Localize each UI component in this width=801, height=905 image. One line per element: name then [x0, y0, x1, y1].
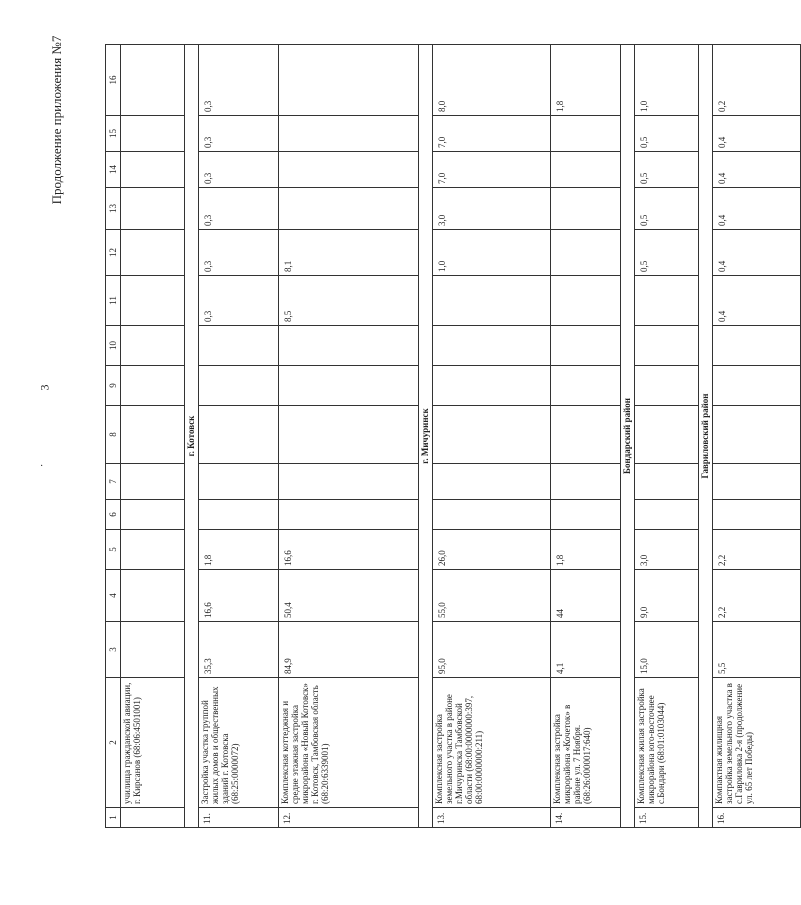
value-cell: 84,9 — [279, 622, 419, 678]
value-cell: 44 — [551, 570, 621, 622]
value-cell — [635, 366, 699, 406]
column-header: 11 — [106, 276, 121, 326]
value-cell: 7,0 — [433, 116, 551, 152]
value-cell: 2,2 — [713, 570, 801, 622]
value-cell: 1,0 — [433, 230, 551, 276]
section-row — [699, 45, 713, 828]
table-header-row — [106, 45, 121, 828]
value-cell — [551, 188, 621, 230]
value-cell: 0,3 — [199, 116, 279, 152]
appendix-caption: Продолжение приложения №7 — [49, 35, 64, 205]
value-cell — [635, 276, 699, 326]
value-cell — [121, 622, 185, 678]
value-cell — [279, 464, 419, 500]
value-cell: 3,0 — [635, 530, 699, 570]
value-cell: 9,0 — [635, 570, 699, 622]
value-cell: 95,0 — [433, 622, 551, 678]
table-row — [199, 45, 279, 828]
value-cell — [121, 152, 185, 188]
value-cell: 16,6 — [279, 530, 419, 570]
value-cell — [635, 500, 699, 530]
table-row — [713, 45, 801, 828]
value-cell — [551, 230, 621, 276]
value-cell — [199, 464, 279, 500]
value-cell — [551, 152, 621, 188]
value-cell — [279, 188, 419, 230]
column-header: 1 — [106, 808, 121, 828]
value-cell: 4,1 — [551, 622, 621, 678]
column-header: 12 — [106, 230, 121, 276]
column-header: 4 — [106, 570, 121, 622]
section-label: г. Мичуринск — [419, 45, 433, 828]
value-cell — [635, 464, 699, 500]
value-cell — [279, 406, 419, 464]
value-cell — [279, 152, 419, 188]
column-header: 7 — [106, 464, 121, 500]
value-cell — [551, 406, 621, 464]
value-cell — [713, 406, 801, 464]
value-cell: 1,8 — [551, 530, 621, 570]
column-header: 15 — [106, 116, 121, 152]
value-cell — [433, 464, 551, 500]
value-cell: 0,4 — [713, 116, 801, 152]
table-row — [279, 45, 419, 828]
table-wrap — [105, 45, 755, 828]
column-header: 9 — [106, 366, 121, 406]
value-cell — [121, 116, 185, 152]
row-number: 15. — [635, 808, 699, 828]
value-cell: 0,3 — [199, 276, 279, 326]
table-row — [433, 45, 551, 828]
section-label: Бондарский район — [621, 45, 635, 828]
section-row — [621, 45, 635, 828]
column-header: 14 — [106, 152, 121, 188]
table-row — [551, 45, 621, 828]
object-name: Комплексная застройка микрорайона «Кочеток» в районе ул. 7 Ноября. (68:26:0000017:640) — [551, 678, 621, 808]
value-cell — [121, 500, 185, 530]
value-cell — [121, 530, 185, 570]
row-number: 16. — [713, 808, 801, 828]
table-row — [121, 45, 185, 828]
section-label: Гавриловский район — [699, 45, 713, 828]
value-cell — [121, 326, 185, 366]
value-cell — [279, 366, 419, 406]
value-cell — [199, 500, 279, 530]
value-cell: 26,0 — [433, 530, 551, 570]
value-cell — [199, 406, 279, 464]
object-name: Комплексная жилая застройка микрорайона юго-восточнее с.Бондари (68:01:0103044) — [635, 678, 699, 808]
value-cell — [121, 276, 185, 326]
value-cell: 8,5 — [279, 276, 419, 326]
value-cell — [713, 326, 801, 366]
value-cell: 0,3 — [199, 230, 279, 276]
value-cell — [551, 366, 621, 406]
row-number — [121, 808, 185, 828]
column-header: 6 — [106, 500, 121, 530]
value-cell: 0,5 — [635, 152, 699, 188]
value-cell — [121, 188, 185, 230]
value-cell — [433, 406, 551, 464]
value-cell — [551, 326, 621, 366]
row-number: 11. — [199, 808, 279, 828]
value-cell — [551, 464, 621, 500]
object-name: Комплексная коттеджная и средне этажная застройка микрорайона «Новый Котовск» г. Котовск, Тамбовская область (68:20:6339001) — [279, 678, 419, 808]
value-cell — [713, 366, 801, 406]
value-cell — [121, 570, 185, 622]
value-cell: 0,4 — [713, 230, 801, 276]
value-cell — [121, 45, 185, 116]
column-header: 13 — [106, 188, 121, 230]
value-cell: 16,6 — [199, 570, 279, 622]
section-row — [185, 45, 199, 828]
column-header: 16 — [106, 45, 121, 116]
value-cell: 0,3 — [199, 45, 279, 116]
value-cell — [713, 500, 801, 530]
data-table — [105, 44, 801, 828]
value-cell: 50,4 — [279, 570, 419, 622]
section-label: г. Котовск — [185, 45, 199, 828]
value-cell — [635, 406, 699, 464]
column-header: 2 — [106, 678, 121, 808]
table-row — [635, 45, 699, 828]
value-cell — [433, 276, 551, 326]
column-header: 5 — [106, 530, 121, 570]
value-cell: 1,0 — [635, 45, 699, 116]
value-cell: 0,2 — [713, 45, 801, 116]
value-cell — [279, 116, 419, 152]
value-cell: 1,8 — [199, 530, 279, 570]
value-cell: 0,3 — [199, 152, 279, 188]
value-cell: 5,5 — [713, 622, 801, 678]
table-body — [106, 45, 801, 828]
row-number: 13. — [433, 808, 551, 828]
value-cell: 0,4 — [713, 276, 801, 326]
value-cell — [551, 500, 621, 530]
value-cell — [121, 406, 185, 464]
object-name: Застройка участка группой жилых домов и общественных зданий г. Котовска (68:25:0000072) — [199, 678, 279, 808]
value-cell: 0,5 — [635, 188, 699, 230]
value-cell — [279, 45, 419, 116]
row-number: 12. — [279, 808, 419, 828]
value-cell: 0,4 — [713, 152, 801, 188]
value-cell: 55,0 — [433, 570, 551, 622]
value-cell: 3,0 — [433, 188, 551, 230]
value-cell — [713, 464, 801, 500]
value-cell — [635, 326, 699, 366]
value-cell: 8,1 — [279, 230, 419, 276]
object-name: училища гражданской авиации, г. Кирсанов (68:06:4501001) — [121, 678, 185, 808]
value-cell — [551, 276, 621, 326]
value-cell — [433, 326, 551, 366]
value-cell: 0,5 — [635, 116, 699, 152]
value-cell — [279, 326, 419, 366]
value-cell: 0,3 — [199, 188, 279, 230]
value-cell: 1,8 — [551, 45, 621, 116]
value-cell — [121, 366, 185, 406]
row-number: 14. — [551, 808, 621, 828]
object-name: Комплексная застройка земельного участка в районе г.Мичуринска Тамбовской области (68:00:0000000:397, 68:00:0000000:211) — [433, 678, 551, 808]
value-cell: 8,0 — [433, 45, 551, 116]
value-cell: 7,0 — [433, 152, 551, 188]
section-row — [419, 45, 433, 828]
object-name: Компактная жилищная застройка земельного участка в с.Гавриловка 2-я (продолжение ул. 65 лет Победы) — [713, 678, 801, 808]
value-cell — [199, 366, 279, 406]
column-header: 8 — [106, 406, 121, 464]
column-header: 10 — [106, 326, 121, 366]
value-cell — [199, 326, 279, 366]
value-cell: 0,5 — [635, 230, 699, 276]
value-cell — [279, 500, 419, 530]
value-cell: 15,0 — [635, 622, 699, 678]
value-cell: 2,2 — [713, 530, 801, 570]
value-cell — [433, 366, 551, 406]
page-number: 3 — [37, 384, 52, 391]
value-cell — [551, 116, 621, 152]
column-header: 3 — [106, 622, 121, 678]
value-cell: 0,4 — [713, 188, 801, 230]
value-cell — [121, 230, 185, 276]
scan-dot: · — [40, 461, 44, 472]
value-cell — [121, 464, 185, 500]
value-cell: 35,3 — [199, 622, 279, 678]
value-cell — [433, 500, 551, 530]
